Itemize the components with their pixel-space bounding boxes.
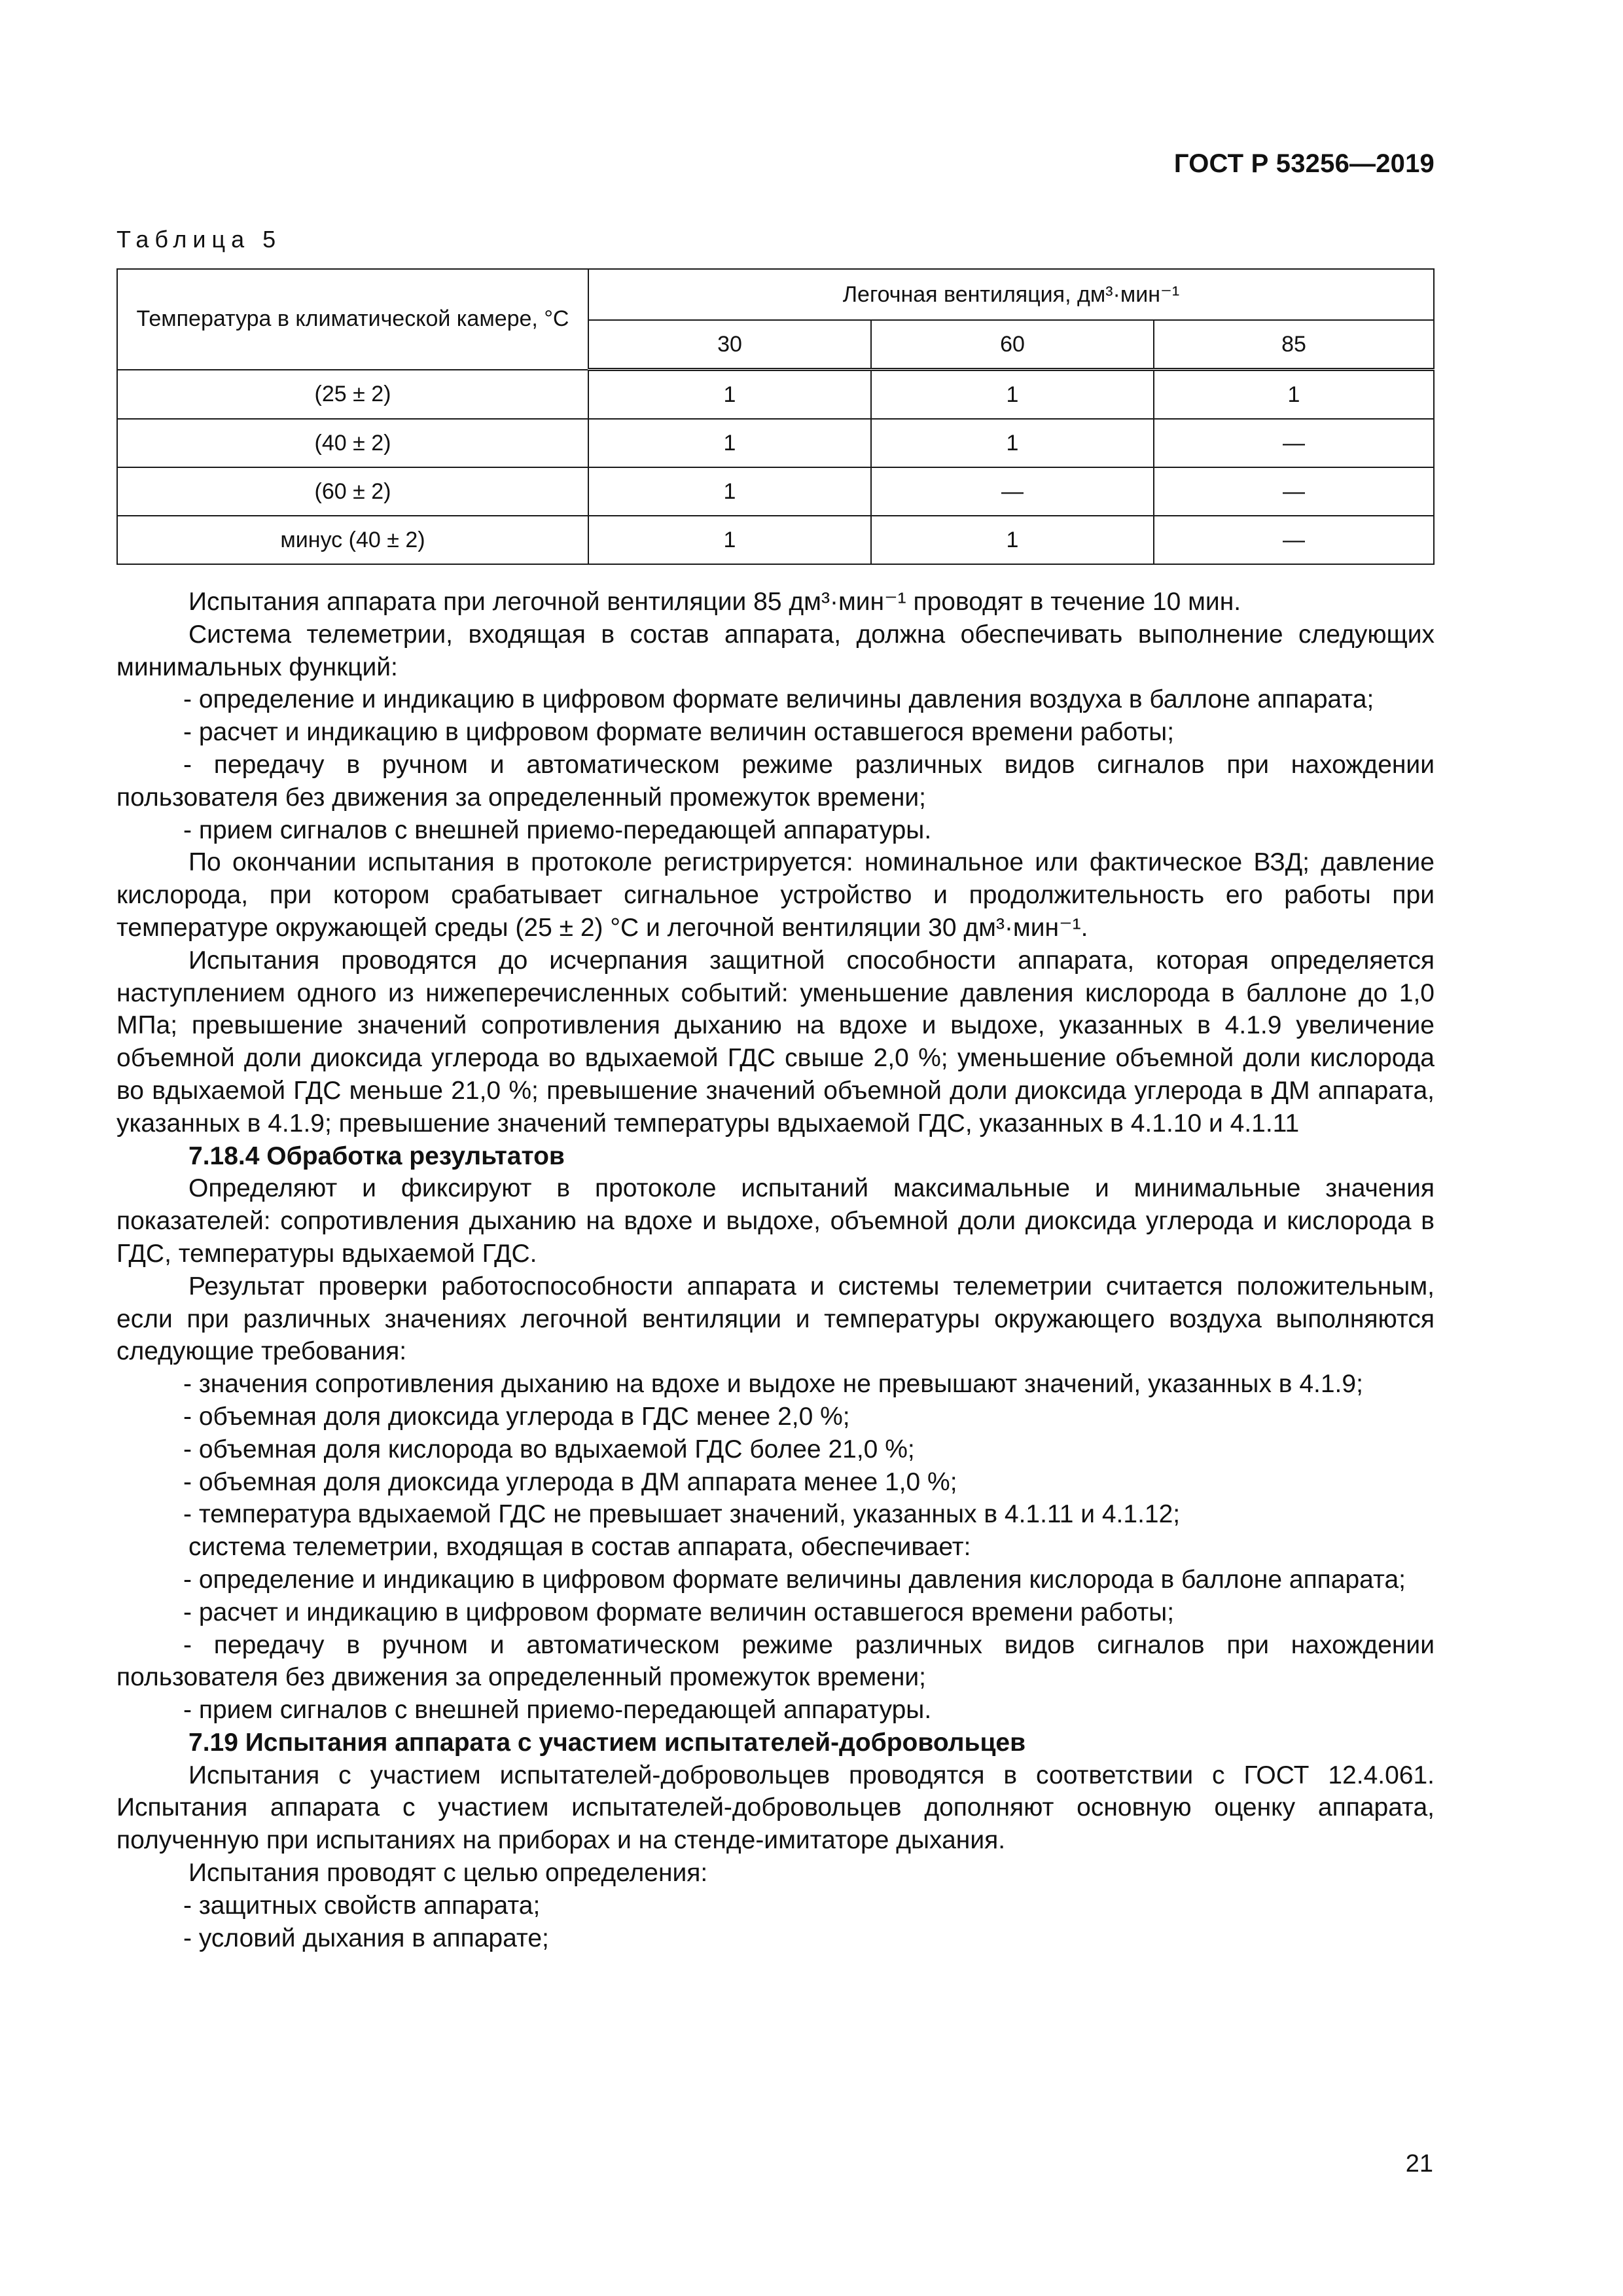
- table-row: [117, 467, 1434, 516]
- table-row-label: минус (40 ± 2): [117, 516, 588, 564]
- table-cell: —: [1154, 516, 1434, 564]
- table-row: [117, 419, 1434, 467]
- list-item: - прием сигналов с внешней приемо-передающей аппаратуры.: [183, 1696, 932, 1725]
- table-column-header: 60: [871, 320, 1154, 370]
- list-item: - прием сигналов с внешней приемо-передающей аппаратуры.: [183, 816, 932, 844]
- paragraph: Испытания с участием испытателей-добровольцев проводятся в соответствии с ГОСТ 12.4.061. Испытания аппарата с участием испытателей-добровольцев дополняют основную оценку аппарата, полученную при испытаниях на приборах и на стенде-имитаторе дыхания.: [116, 1761, 1435, 1855]
- table-cell: 1: [588, 467, 871, 516]
- list-item: - защитных свойств аппарата;: [183, 1891, 541, 1920]
- section-heading: 7.18.4 Обработка результатов: [188, 1141, 565, 1170]
- paragraph: Система телеметрии, входящая в состав аппарата, должна обеспечивать выполнение следующих минимальных функций:: [116, 620, 1435, 681]
- table-row: [117, 516, 1434, 564]
- list-item: - объемная доля диоксида углерода в ГДС менее 2,0 %;: [183, 1402, 850, 1431]
- table-row-header: Температура в климатической камере, °С: [117, 269, 588, 370]
- paragraph: Определяют и фиксируют в протоколе испытаний максимальные и минимальные значения показателей: сопротивления дыханию на вдохе и выдохе, объемной доли диоксида углерода и кислорода в ГДС, температуры вдыхаемой ГДС.: [116, 1174, 1435, 1268]
- table-cell: 1: [871, 370, 1154, 420]
- document-header-code: ГОСТ Р 53256—2019: [1173, 149, 1435, 178]
- paragraph: Результат проверки работоспособности аппарата и системы телеметрии считается положительным, если при различных значениях легочной вентиляции и температуры окружающего воздуха выполняются следующие требования:: [116, 1272, 1435, 1366]
- table-row-label: (25 ± 2): [117, 370, 588, 420]
- table-cell: 1: [871, 516, 1154, 564]
- list-item: - объемная доля диоксида углерода в ДМ аппарата менее 1,0 %;: [183, 1467, 957, 1496]
- list-item: - условий дыхания в аппарате;: [183, 1924, 549, 1952]
- table-row-label: (40 ± 2): [117, 419, 588, 467]
- table-row-label: (60 ± 2): [117, 467, 588, 516]
- table-column-header: 85: [1154, 320, 1434, 370]
- table-cell: 1: [871, 419, 1154, 467]
- list-item: - определение и индикацию в цифровом формате величины давления воздуха в баллоне аппарата;: [183, 685, 1374, 714]
- table-cell: 1: [1154, 370, 1434, 420]
- paragraph: Испытания проводятся до исчерпания защитной способности аппарата, которая определяется наступлением одного из нижеперечисленных событий: уменьшение давления кислорода в баллоне до 1,0 МПа; превышение значений сопротивления дыханию на вдохе и выдохе, указанных в 4.1.9 увеличение объемной доли диоксида углерода во вдыхаемой ГДС свыше 2,0 %; уменьшение объемной доли кислорода во вдыхаемой ГДС меньше 21,0 %; превышение значений объемной доли диоксида углерода в ДМ аппарата, указанных в 4.1.9; превышение значений температуры вдыхаемой ГДС, указанных в 4.1.10 и 4.1.11: [116, 946, 1435, 1138]
- page-number: 21: [1405, 2150, 1433, 2178]
- paragraph: Испытания аппарата при легочной вентиляции 85 дм³·мин⁻¹ проводят в течение 10 мин.: [188, 588, 1241, 616]
- list-item: - определение и индикацию в цифровом формате величины давления кислорода в баллоне аппарата;: [183, 1565, 1406, 1594]
- list-item: - объемная доля кислорода во вдыхаемой ГДС более 21,0 %;: [183, 1435, 915, 1463]
- table-cell: 1: [588, 516, 871, 564]
- table-cell: —: [871, 467, 1154, 516]
- list-item: - температура вдыхаемой ГДС не превышает значений, указанных в 4.1.11 и 4.1.12;: [183, 1500, 1181, 1529]
- paragraph: Испытания проводят с целью определения:: [188, 1859, 708, 1888]
- table-cell: 1: [588, 370, 871, 420]
- paragraph: система телеметрии, входящая в состав аппарата, обеспечивает:: [188, 1533, 971, 1562]
- table-column-header: 30: [588, 320, 871, 370]
- list-item: - передачу в ручном и автоматическом режиме различных видов сигналов при нахождении пользователя без движения за определенный промежуток времени;: [116, 750, 1435, 812]
- data-table: [116, 268, 1435, 565]
- body-text: [116, 586, 1435, 1954]
- list-item: - передачу в ручном и автоматическом режиме различных видов сигналов при нахождении пользователя без движения за определенный промежуток времени;: [116, 1630, 1435, 1692]
- section-heading: 7.19 Испытания аппарата с участием испытателей-добровольцев: [188, 1728, 1026, 1757]
- table-cell: —: [1154, 467, 1434, 516]
- list-item: - расчет и индикацию в цифровом формате величин оставшегося времени работы;: [183, 718, 1175, 747]
- table-caption: Таблица 5: [116, 226, 282, 253]
- list-item: - расчет и индикацию в цифровом формате величин оставшегося времени работы;: [183, 1598, 1175, 1626]
- table-cell: —: [1154, 419, 1434, 467]
- table-group-header: Легочная вентиляция, дм³·мин⁻¹: [588, 269, 1434, 320]
- table-row: [117, 370, 1434, 420]
- list-item: - значения сопротивления дыханию на вдохе и выдохе не превышают значений, указанных в 4.1.9;: [183, 1370, 1363, 1399]
- table-cell: 1: [588, 419, 871, 467]
- paragraph: По окончании испытания в протоколе регистрируется: номинальное или фактическое ВЗД; давление кислорода, при котором срабатывает сигнальное устройство и продолжительность его работы при температуре окружающей среды (25 ± 2) °С и легочной вентиляции 30 дм³·мин⁻¹.: [116, 848, 1435, 942]
